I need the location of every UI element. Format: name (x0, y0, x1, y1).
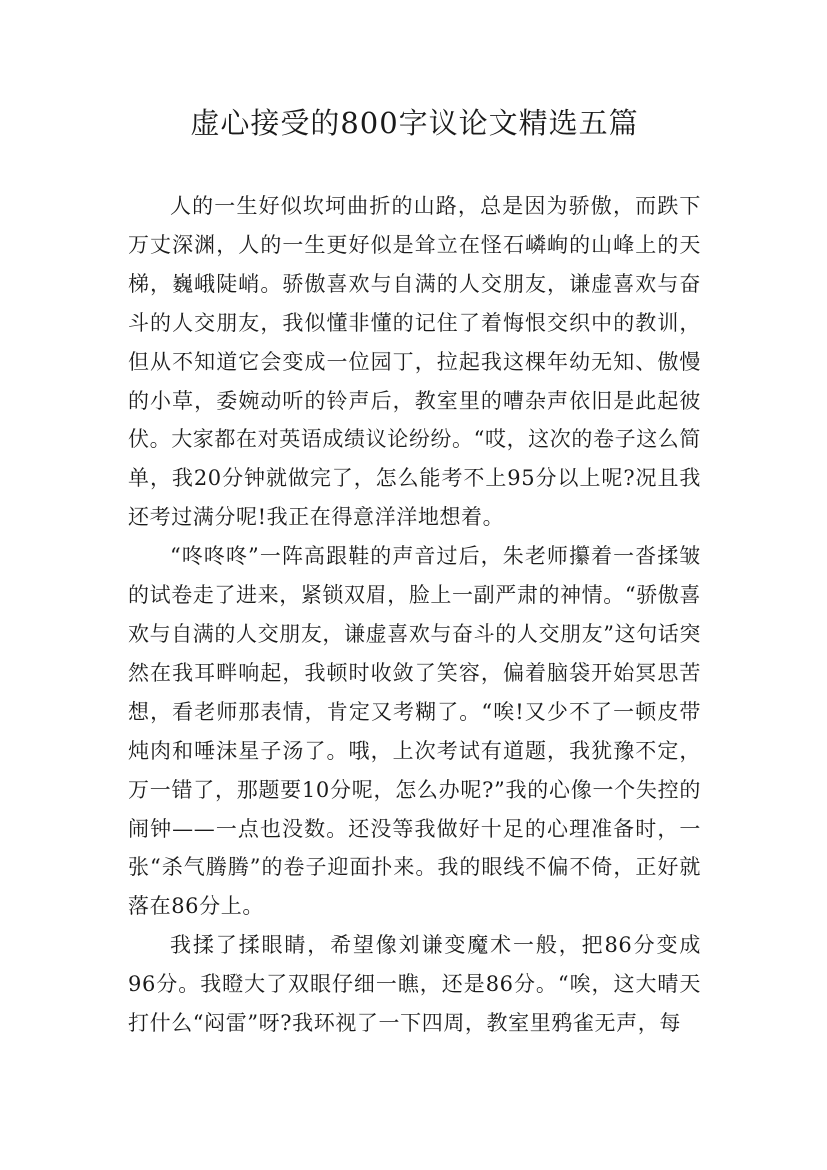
paragraph-3: 我揉了揉眼睛，希望像刘谦变魔术一般，把86分变成96分。我瞪大了双眼仔细一瞧，还是86分。“唉，这大晴天打什么“闷雷”呀?我环视了一下四周，教室里鸦雀无声，每 (128, 933, 701, 1036)
document-title: 虚心接受的800字议论文精选五篇 (190, 106, 639, 140)
paragraph-1: 人的一生好似坎坷曲折的山路，总是因为骄傲，而跌下万丈深渊，人的一生更好似是耸立在怪石嶙峋的山峰上的天梯，巍峨陡峭。骄傲喜欢与自满的人交朋友，谦虚喜欢与奋斗的人交朋友，我似懂非懂的记住了着悔恨交织中的教训，但从不知道它会变成一位园丁，拉起我这棵年幼无知、傲慢的小草，委婉动听的铃声后，教室里的嘈杂声依旧是此起彼伏。大家都在对英语成绩议论纷纷。“哎，这次的卷子这么简单，我20分钟就做完了，怎么能考不上95分以上呢?况且我还考过满分呢!我正在得意洋洋地想着。 (128, 194, 701, 530)
paragraph-2: “咚咚咚”一阵高跟鞋的声音过后，朱老师攥着一沓揉皱的试卷走了进来，紧锁双眉，脸上一副严肃的神情。“骄傲喜欢与自满的人交朋友，谦虚喜欢与奋斗的人交朋友”这句话突然在我耳畔响起，我顿时收敛了笑容，偏着脑袋开始冥思苦想，看老师那表情，肯定又考糊了。“唉!又少不了一顿皮带炖肉和唾沫星子汤了。哦，上次考试有道题，我犹豫不定，万一错了，那题要10分呢，怎么办呢?”我的心像一个失控的闹钟——一点也没数。还没等我做好十足的心理准备时，一张“杀气腾腾”的卷子迎面扑来。我的眼线不偏不倚，正好就落在86分上。 (128, 544, 701, 919)
document-body (128, 187, 701, 1043)
